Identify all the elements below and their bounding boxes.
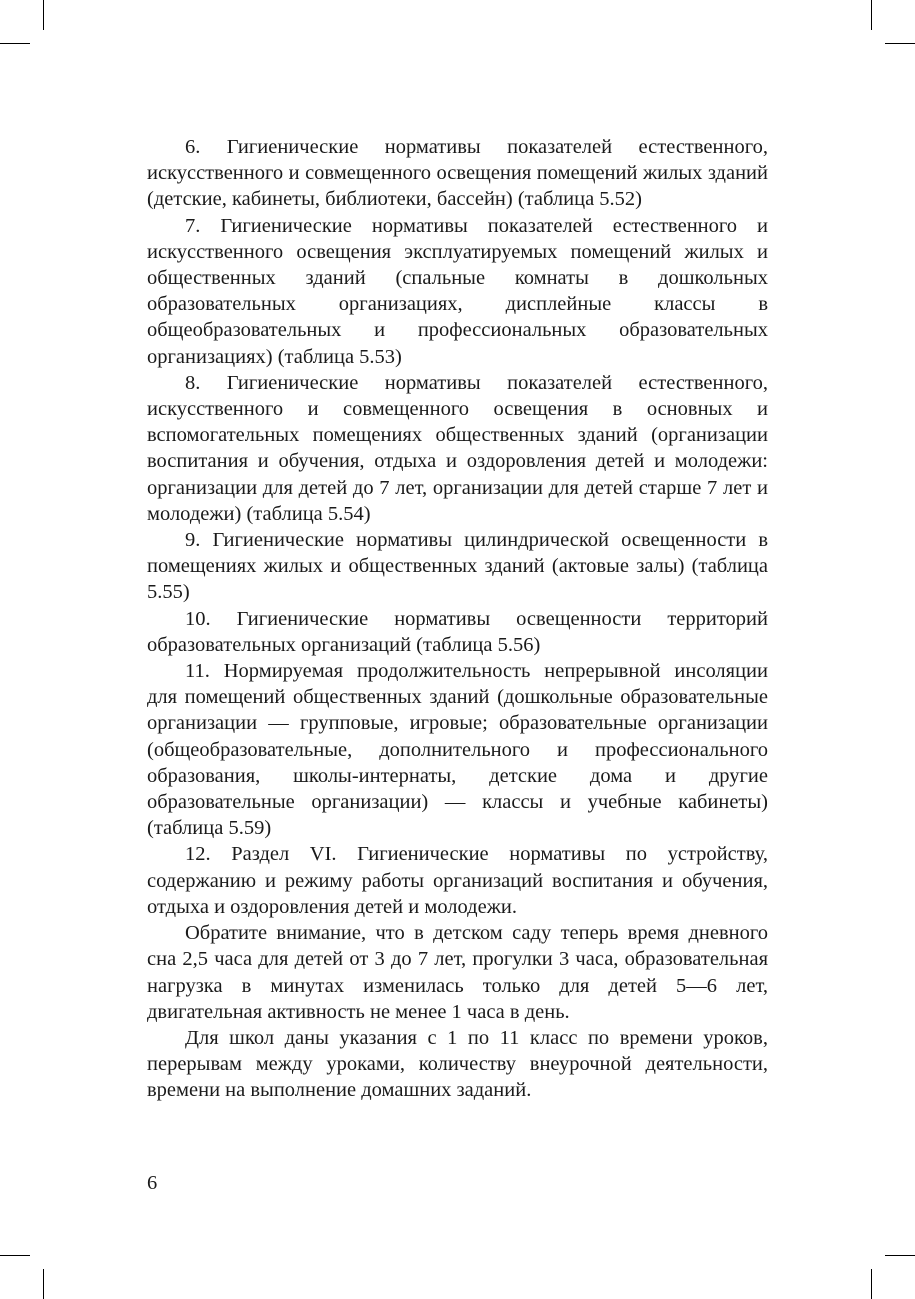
paragraph-item-11: 11. Нормируемая продолжительность непрерывной инсоляции для помещений общественных зданий (дошкольные образовательные организации — групповые, игровые; образовательные организации (общеобразовательные, дополнительного и профессионального образования, школы-интернаты, детские дома и другие образовательные организации) — классы и учебные кабинеты) (таблица 5.59) xyxy=(147,660,768,840)
crop-mark-bottom-left-horizontal xyxy=(0,1255,30,1256)
body-text xyxy=(147,134,768,1104)
paragraph-item-8: 8. Гигиенические нормативы показателей естественного, искусственного и совмещенного освещения в основных и вспомогательных помещениях общественных зданий (организации воспитания и обучения, отдыха и оздоровления детей и молодежи: организации для детей до 7 лет, организации для детей старше 7 лет и молодежи) (таблица 5.54) xyxy=(147,371,768,525)
crop-mark-top-right-horizontal xyxy=(885,43,915,44)
paragraph-item-10: 10. Гигиенические нормативы освещенности территорий образовательных организаций (таблица 5.56) xyxy=(147,607,768,656)
paragraph-school-note: Для школ даны указания с 1 по 11 класс по времени уроков, перерывам между уроками, количеству внеурочной деятельности, времени на выполнение домашних заданий. xyxy=(147,1026,768,1102)
crop-mark-bottom-right-horizontal xyxy=(885,1255,915,1256)
crop-mark-bottom-left-vertical xyxy=(43,1269,44,1299)
crop-mark-top-left-vertical xyxy=(43,0,44,30)
crop-mark-top-left-horizontal xyxy=(0,43,30,44)
paragraph-kindergarten-note: Обратите внимание, что в детском саду теперь время дневного сна 2,5 часа для детей от 3 до 7 лет, прогулки 3 часа, образовательная нагрузка в минутах изменилась только для детей 5—6 лет, двигательная активность не менее 1 часа в день. xyxy=(147,922,768,1023)
paragraph-item-6: 6. Гигиенические нормативы показателей естественного, искусственного и совмещенного освещения помещений жилых зданий (детские, кабинеты, библиотеки, бассейн) (таблица 5.52) xyxy=(147,136,768,211)
crop-mark-bottom-right-vertical xyxy=(871,1269,872,1299)
paragraph-item-12: 12. Раздел VI. Гигиенические нормативы по устройству, содержанию и режиму работы организаций воспитания и обучения, отдыха и оздоровления детей и молодежи. xyxy=(147,843,768,918)
crop-mark-top-right-vertical xyxy=(871,0,872,30)
paragraph-item-7: 7. Гигиенические нормативы показателей естественного и искусственного освещения эксплуатируемых помещений жилых и общественных зданий (спальные комнаты в дошкольных образовательных организациях, дисплейные классы в общеобразовательных и профессиональных образовательных организациях) (таблица 5.53) xyxy=(147,214,768,368)
page-number: 6 xyxy=(147,1172,158,1194)
paragraph-item-9: 9. Гигиенические нормативы цилиндрической освещенности в помещениях жилых и общественных зданий (актовые залы) (таблица 5.55) xyxy=(147,529,768,604)
